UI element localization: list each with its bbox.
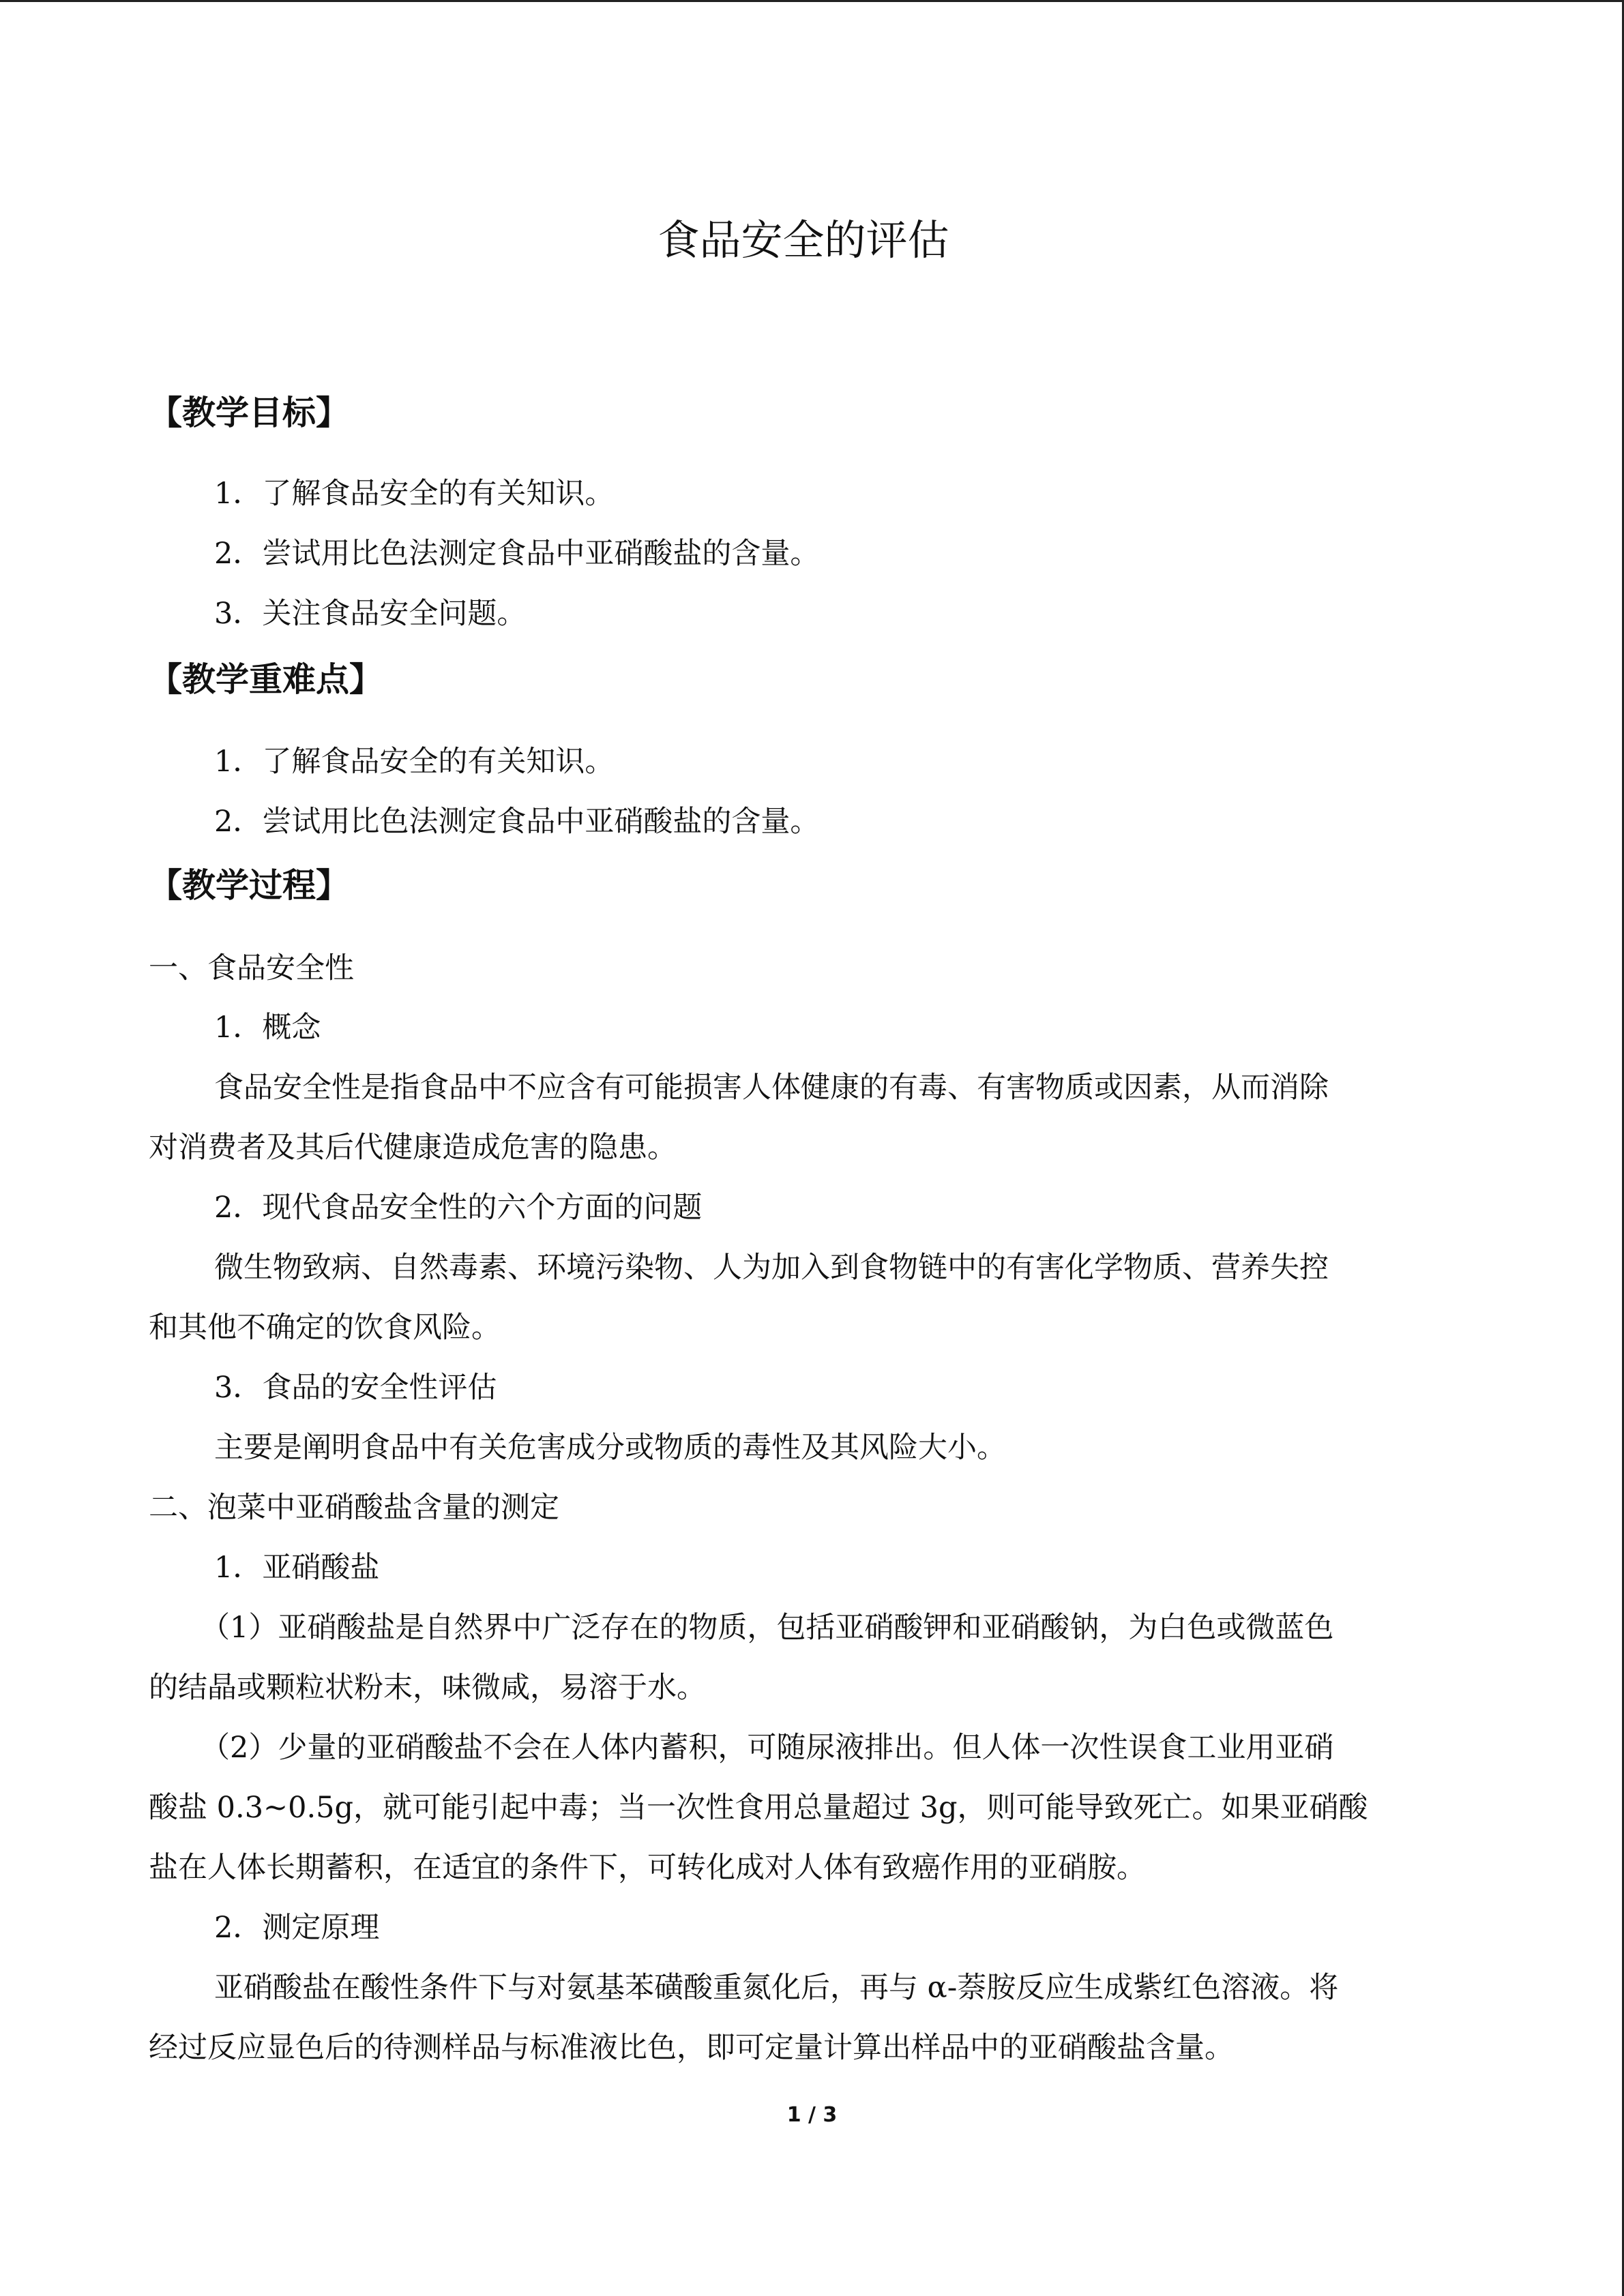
objective-item: 1．了解食品安全的有关知识。 (214, 477, 615, 511)
subsection-heading: 2．现代食品安全性的六个方面的问题 (214, 1191, 703, 1225)
key-points-heading: 【教学重难点】 (149, 660, 383, 699)
subsection-heading: 2．测定原理 (214, 1911, 380, 1945)
key-point-item: 2．尝试用比色法测定食品中亚硝酸盐的含量。 (214, 805, 820, 839)
paragraph-line: 微生物致病、自然毒素、环境污染物、人为加入到食物链中的有害化学物质、营养失控 (214, 1251, 1329, 1285)
paragraph-line: 食品安全性是指食品中不应含有可能损害人体健康的有毒、有害物质或因素，从而消除 (214, 1071, 1329, 1105)
section-heading: 一、食品安全性 (149, 951, 354, 985)
paragraph-line: 主要是阐明食品中有关危害成分或物质的毒性及其风险大小。 (214, 1431, 1006, 1465)
subsection-heading: 1．亚硝酸盐 (214, 1551, 380, 1585)
paragraph-line: （1）亚硝酸盐是自然界中广泛存在的物质，包括亚硝酸钾和亚硝酸钠，为白色或微蓝色 (201, 1611, 1334, 1645)
paragraph-line: 对消费者及其后代健康造成危害的隐患。 (149, 1131, 677, 1165)
process-heading: 【教学过程】 (149, 866, 350, 905)
paragraph-line: （2）少量的亚硝酸盐不会在人体内蓄积，可随尿液排出。但人体一次性误食工业用亚硝 (201, 1731, 1334, 1765)
paragraph-line: 亚硝酸盐在酸性条件下与对氨基苯磺酸重氮化后，再与 α-萘胺反应生成紫红色溶液。将 (214, 1971, 1339, 2005)
objective-item: 3．关注食品安全问题。 (214, 597, 527, 631)
paragraph-line: 酸盐 0.3~0.5g，就可能引起中毒；当一次性食用总量超过 3g，则可能导致死亡。如果亚硝酸 (149, 1791, 1368, 1825)
section-heading: 二、泡菜中亚硝酸盐含量的测定 (149, 1491, 559, 1525)
key-point-item: 1．了解食品安全的有关知识。 (214, 745, 615, 779)
paragraph-line: 和其他不确定的饮食风险。 (149, 1311, 501, 1345)
subsection-heading: 3．食品的安全性评估 (214, 1371, 497, 1405)
subsection-heading: 1．概念 (214, 1011, 321, 1045)
document-title: 食品安全的评估 (658, 216, 949, 265)
objective-item: 2．尝试用比色法测定食品中亚硝酸盐的含量。 (214, 537, 820, 571)
objectives-heading: 【教学目标】 (149, 393, 350, 432)
page-number: 1 / 3 (786, 2103, 838, 2127)
paragraph-line: 经过反应显色后的待测样品与标准液比色，即可定量计算出样品中的亚硝酸盐含量。 (149, 2031, 1234, 2065)
paragraph-line: 盐在人体长期蓄积，在适宜的条件下，可转化成对人体有致癌作用的亚硝胺。 (149, 1851, 1146, 1885)
paragraph-line: 的结晶或颗粒状粉末，味微咸，易溶于水。 (149, 1671, 706, 1705)
